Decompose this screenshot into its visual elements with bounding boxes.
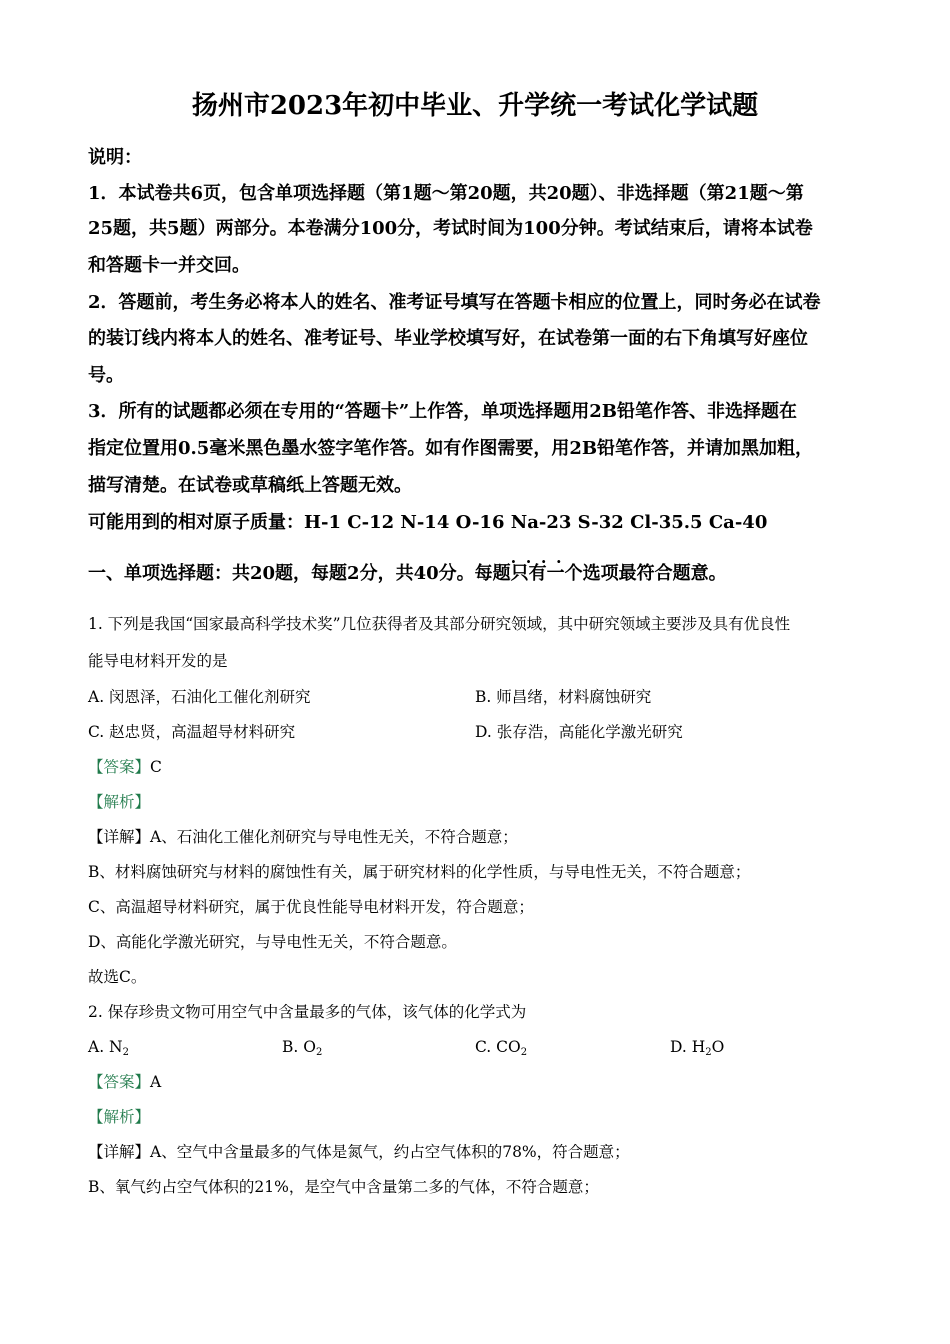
detail-line — [88, 1140, 878, 1164]
detail-label: 【详解】 — [88, 828, 151, 846]
option-a: A. $N_2$ — [88, 1038, 129, 1058]
option-d: D. 张存浩，高能化学激光研究 — [475, 723, 683, 741]
answer-label: 【答案】 — [88, 1073, 151, 1091]
question-stem: 1. 下列是我国“国家最高科学技术奖”几位获得者及其部分研究领域，其中研究领域主要涉及具有优良性 — [88, 615, 791, 633]
option-c: C. $CO_2$ — [475, 1038, 528, 1058]
answer-value: A — [150, 1073, 162, 1091]
atomic-mass-line: 可能用到的相对原子质量：H-1 C-12 N-14 O-16 Na-23 S-32 Cl-35.5 Ca-40 — [88, 512, 768, 533]
option-b: B. 师昌绪，材料腐蚀研究 — [475, 688, 652, 706]
detail-text: A、石油化工催化剂研究与导电性无关，不符合题意； — [150, 828, 518, 846]
detail-line: B、氧气约占空气体积的21%，是空气中含量第二多的气体，不符合题意； — [88, 1178, 599, 1196]
section-heading-text: 一、单项选择题：共20题，每题2分，共40分。每题 — [88, 563, 511, 584]
analysis-label: 【解析】 — [88, 793, 151, 811]
option-a: A. 闵恩泽，石油化工催化剂研究 — [88, 688, 311, 706]
option-row — [88, 1035, 878, 1059]
section-heading-text: 选项最符合题意。 — [582, 563, 727, 584]
intro-line: 指定位置用0.5毫米黑色墨水签字笔作答。如有作图需要，用2B铅笔作答，并请加黑加粗， — [88, 438, 814, 459]
answer-line — [88, 1070, 878, 1094]
detail-text: A、空气中含量最多的气体是氮气，约占空气体积的78%，符合题意； — [150, 1143, 630, 1161]
page-title: 扬州市2023年初中毕业、升学统一考试化学试题 — [191, 91, 759, 121]
option-row — [88, 685, 878, 709]
intro-line: 3．所有的试题都必须在专用的“答题卡”上作答，单项选择题用2B铅笔作答、非选择题在 — [88, 401, 797, 422]
intro-heading: 说明： — [88, 147, 142, 168]
intro-line: 和答题卡一并交回。 — [88, 255, 250, 276]
answer-value: C — [150, 758, 162, 776]
intro-line: 1．本试卷共6页，包含单项选择题（第1题～第20题，共20题）、非选择题（第21题～第 — [88, 183, 804, 204]
section-heading — [88, 562, 878, 586]
answer-label: 【答案】 — [88, 758, 151, 776]
option-row — [88, 720, 878, 744]
answer-line — [88, 755, 878, 779]
detail-line: D、高能化学激光研究，与导电性无关，不符合题意。 — [88, 933, 457, 951]
detail-line: B、材料腐蚀研究与材料的腐蚀性有关，属于研究材料的化学性质，与导电性无关，不符合题意； — [88, 863, 751, 881]
intro-line: 2．答题前，考生务必将本人的姓名、准考证号填写在答题卡相应的位置上，同时务必在试卷 — [88, 292, 821, 313]
conclusion-line: 故选C。 — [88, 968, 147, 986]
detail-line — [88, 825, 878, 849]
option-d: D. $H_2O$ — [670, 1038, 725, 1058]
detail-line: C、高温超导材料研究，属于优良性能导电材料开发，符合题意； — [88, 898, 534, 916]
intro-line: 25题，共5题）两部分。本卷满分100分，考试时间为100分钟。考试结束后，请将本试卷 — [88, 218, 813, 239]
question-stem: 2. 保存珍贵文物可用空气中含量最多的气体，该气体的化学式为 — [88, 1003, 527, 1021]
emphasis-text: · · · · 只有一个 — [511, 562, 583, 586]
question-stem: 能导电材料开发的是 — [88, 652, 228, 670]
analysis-label: 【解析】 — [88, 1108, 151, 1126]
option-b: B. $O_2$ — [282, 1038, 323, 1058]
intro-line: 描写清楚。在试卷或草稿纸上答题无效。 — [88, 475, 412, 496]
intro-line: 号。 — [88, 365, 124, 386]
detail-label: 【详解】 — [88, 1143, 151, 1161]
intro-line: 的装订线内将本人的姓名、准考证号、毕业学校填写好，在试卷第一面的右下角填写好座位 — [88, 328, 808, 349]
option-c: C. 赵忠贤，高温超导材料研究 — [88, 723, 296, 741]
